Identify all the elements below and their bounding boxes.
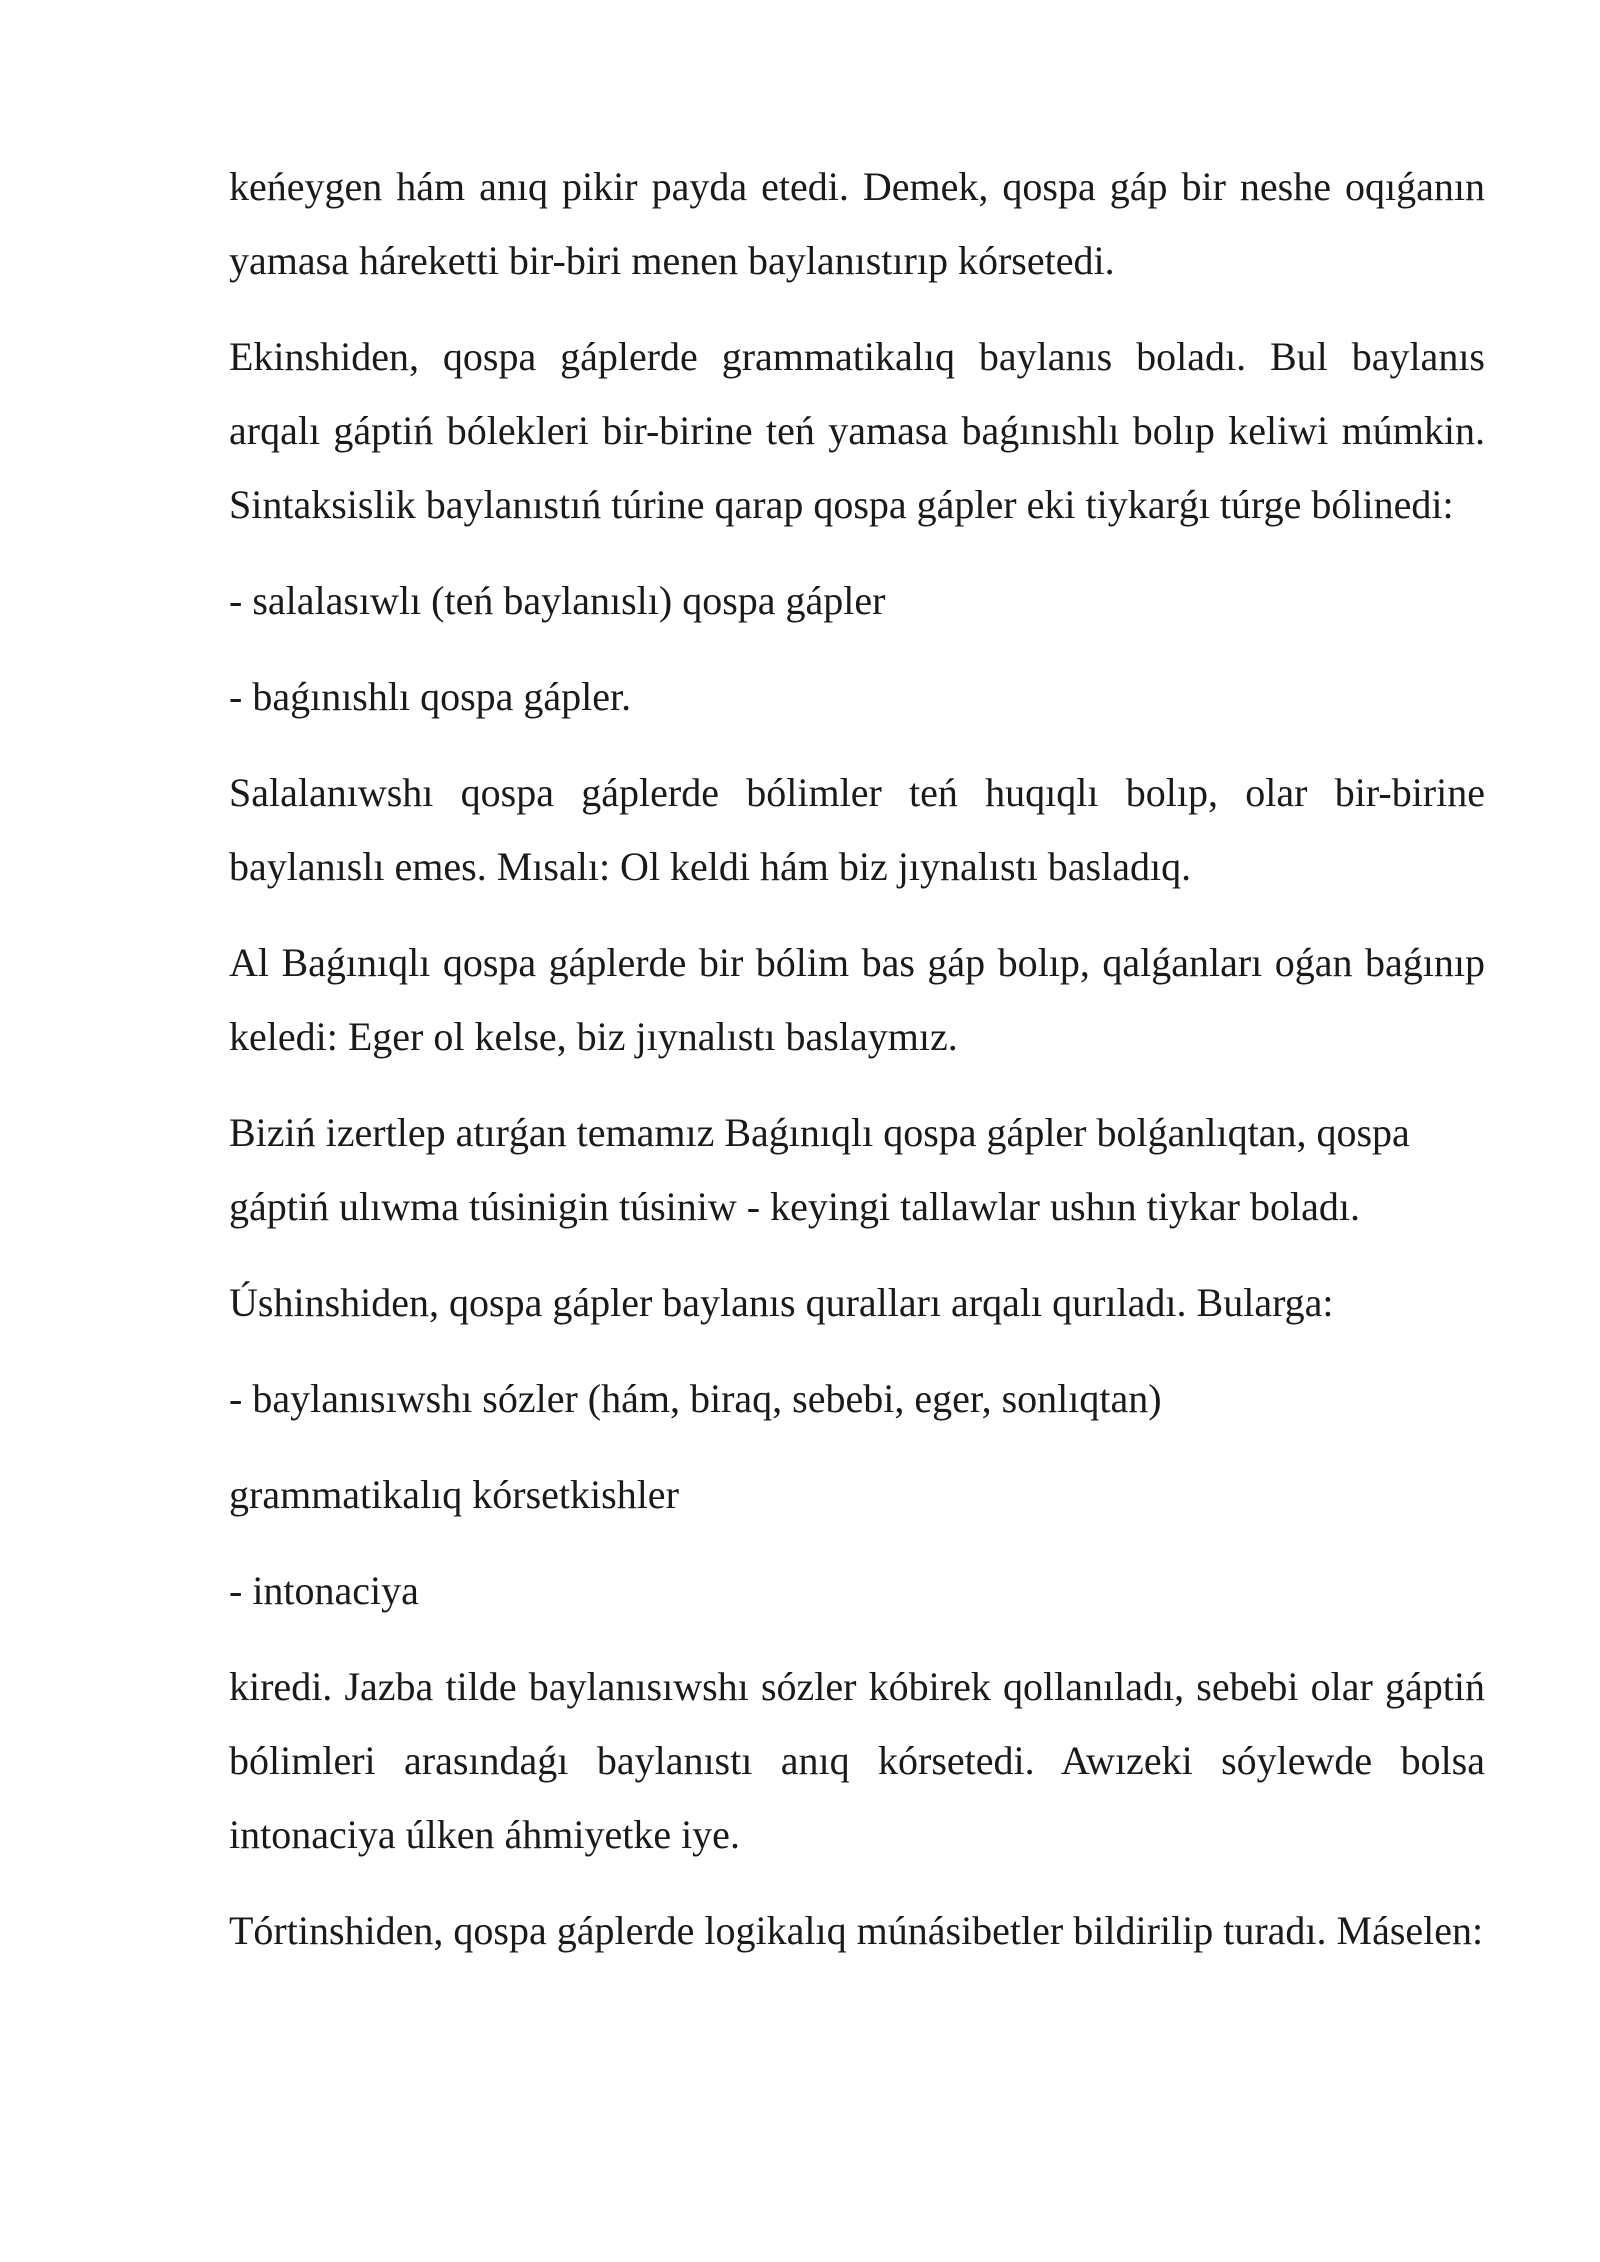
paragraph-fourth-point: Tórtinshiden, qospa gáplerde logikalıq múnásibetler bildirilip turadı. Máselen: <box>229 1908 1484 1953</box>
paragraph-2: Ekinshiden, qospa gáplerde grammatikalıq baylanıs boladı. Bul baylanıs arqalı gáptiń bólekleri bir-birine teń yamasa baǵınıshlı bolıp keliwi múmkin. Sintaksislik baylanıstıń túrine qarap qospa gápler eki tiykarǵı túrge bólinedi: <box>229 334 1485 527</box>
document-body <box>229 150 1485 1990</box>
list-item-connectives: - baylanısıwshı sózler (hám, biraq, sebebi, eger, sonlıqtan) <box>229 1376 1162 1421</box>
list-item-grammatical-markers: grammatikalıq kórsetkishler <box>229 1472 679 1517</box>
list-item-subordinate: - baǵınıshlı qospa gápler. <box>229 674 632 719</box>
paragraph-topic: Biziń izertlep atırǵan temamız Baǵınıqlı qospa gápler bolǵanlıqtan, qospa gáptiń ulıwma túsinigin túsiniw - keyingi tallawlar ushın tiykar boladı. <box>229 1110 1410 1229</box>
paragraph-coordinate-example: Salalanıwshı qospa gáplerde bólimler teń huqıqlı bolıp, olar bir-birine baylanıslı emes. Mısalı: Ol keldi hám biz jıynalıstı basladıq. <box>229 770 1485 889</box>
paragraph-1: keńeygen hám anıq pikir payda etedi. Demek, qospa gáp bir neshe oqıǵanın yamasa háreketti bir-biri menen baylanıstırıp kórsetedi. <box>229 164 1485 283</box>
paragraph-third-point: Úshinshiden, qospa gápler baylanıs quralları arqalı qurıladı. Bularga: <box>229 1280 1334 1325</box>
list-item-intonation: - intonaciya <box>229 1568 419 1613</box>
list-item-coordinate: - salalasıwlı (teń baylanıslı) qospa gápler <box>229 578 886 623</box>
paragraph-written-oral: kiredi. Jazba tilde baylanısıwshı sózler kóbirek qollanıladı, sebebi olar gáptiń bólimleri arasındaǵı baylanıstı anıq kórsetedi. Awızeki sóylewde bolsa intonaciya úlken áhmiyetke iye. <box>229 1664 1485 1857</box>
paragraph-subordinate-example: Al Baǵınıqlı qospa gáplerde bir bólim bas gáp bolıp, qalǵanları oǵan baǵınıp keledi: Eger ol kelse, biz jıynalıstı baslaymız. <box>229 940 1485 1059</box>
